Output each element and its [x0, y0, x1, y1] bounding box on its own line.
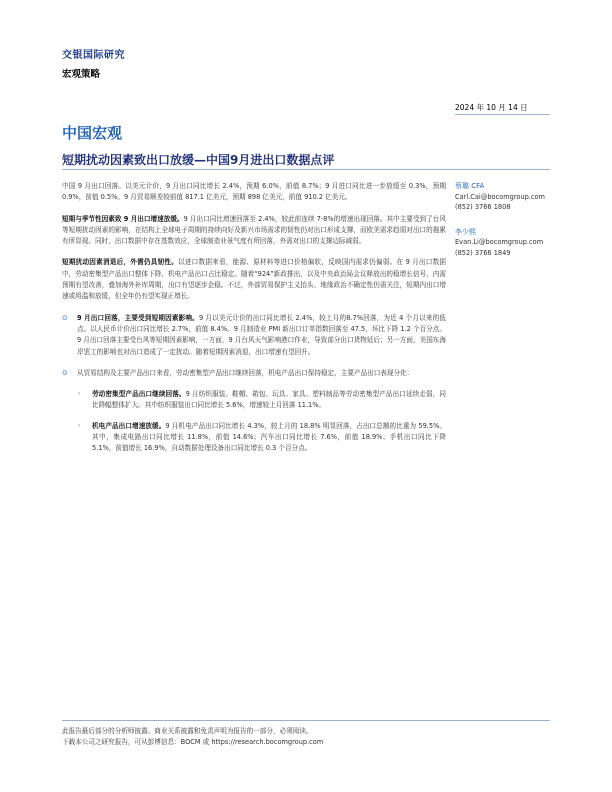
analyst-phone: (852) 3766 1808	[455, 203, 511, 211]
footer-divider	[62, 720, 550, 721]
title-divider	[62, 169, 550, 170]
paragraph-text: 9 月出口同比增速回落至 2.4%，较此前连续 7-8%的增速出现回落。其中主要受到了台风等短期扰动因素的影响，在结构上全球电子周期的持续向好及新兴市场需求的韧性仍对出口形成支撑，而欧美需求趋弱对出口的拖累有所显现。同时，出口数据中存在基数效应，全球制造业景气度有所回落，外需对出口的支撑边际减弱。	[62, 214, 446, 246]
sub-bullet-item	[62, 389, 446, 412]
bullet-item	[62, 313, 446, 358]
section-label: 中国宏观	[62, 124, 123, 142]
sub-bullet-marker-icon: ◦	[77, 421, 82, 430]
page-footer	[62, 720, 550, 748]
brand-name: 交银国际研究	[62, 50, 125, 61]
report-title: 短期扰动因素致出口放缓—中国9月进出口数据点评	[62, 153, 335, 167]
analyst-card	[455, 227, 570, 259]
analyst-card	[455, 181, 570, 213]
bullet-lead: 9 月出口回落，主要受到短期因素影响。	[77, 313, 199, 322]
analyst-name: 蔡璐 CFA	[455, 182, 485, 190]
sub-bullet-item	[62, 421, 446, 455]
paragraph-text: 中国 9 月出口回落。以美元计价，9 月出口同比增长 2.4%，预期 6.0%，前值 8.7%；9 月进口同比进一步放缓至 0.3%，预期 0.9%，前值 0.5%。9 月贸易顺差较前值 817.1 亿美元，预期 898 亿美元，前值 910.2 亿美元。	[62, 182, 446, 202]
bullet-marker-icon: ⊙	[62, 368, 68, 377]
analyst-name: 李少熙	[455, 227, 476, 236]
bullet-text: 从贸易结构及主要产品出口来看，劳动密集型产品出口继续回落，机电产品出口保持稳定，主要产品出口表现分化：	[77, 368, 414, 377]
paragraph-lead: 短期扰动因素消退后，外需仍具韧性。	[62, 258, 179, 267]
date-rule	[455, 114, 550, 115]
brand-block	[62, 46, 125, 80]
sub-bullet-text: 9 月纺织服装、鞋帽、箱包、玩具、家具、塑料制品等劳动密集型产品出口延续走弱，同比降幅整体扩大。其中纺织服装出口同比增长 5.6%，增速较上月回落 11.1%。	[92, 390, 447, 410]
footer-disclaimer: 此报告最后部分的分析师披露、商业关系披露和免责声明为报告的一部分，必须阅读。	[62, 727, 313, 735]
bullet-marker-icon: ⊙	[62, 313, 68, 322]
paragraph-summary	[62, 181, 446, 204]
sub-bullet-lead: 劳动密集型产品出口继续回落。	[92, 390, 186, 399]
bullet-text: 9 月以美元计价的出口同比增长 2.4%，较上月的8.7%回落，为近 4 个月以来的低点。以人民币计价出口同比增长 2.7%，前值 8.4%。9 月制造业 PMI 新出口订单指数回落至 47.5，环比下降 1.2 个百分点。9 月出口回落主要受台风等短期因素影响，一方面，9 月台风天气影响港口作业，导致部分出口货物延后；另一方面，美国东海岸罢工的影响也对出口造成了一定扰动。随着短期因素消退，出口增速有望回升。	[77, 313, 447, 356]
analyst-phone: (852) 3766 1849	[455, 248, 511, 257]
sub-bullet-marker-icon: ◦	[77, 390, 82, 399]
footer-download[interactable]: 下载本公司之研究报告，可从彭博信息：BOCM 或 https://research.bocomgroup.com	[62, 738, 324, 746]
main-body	[62, 181, 446, 464]
paragraph-text: 以进口数据来看，能源、原材料等进口价格偏软，反映国内需求仍偏弱。在 9 月出口数据中，劳动密集型产品出口整体下降，机电产品出口占比稳定。随着“924”新政推出，以及中央政治局会议释放出的稳增长信号，内需预期有望改善，叠加海外补库周期，出口有望逐步企稳。不过，外部贸易保护主义抬头、地缘政治不确定性仍需关注，短期内出口增速或将温和放缓，但全年仍有望实现正增长。	[62, 258, 447, 301]
analyst-sidebar	[455, 181, 570, 272]
sub-bullet-lead: 机电产品出口增速放缓。	[92, 421, 166, 430]
bullet-item	[62, 368, 446, 379]
sub-bullet-text: 9 月机电产品出口同比增长 4.3%，较上月的 18.8% 明显回落，占出口总额的比重为 59.5%。其中，集成电路出口同比增长 11.8%，前值 14.6%；汽车出口同比增长 7.6%，前值 18.9%；手机出口同比下降 5.1%，前值增长 16.9%，自动数据处理设备出口同比增长 0.3 个百分点。	[92, 421, 446, 453]
report-series: 宏观策略	[62, 69, 101, 80]
paragraph-lead: 短期与季节性因素致 9 月出口增速放缓。	[62, 214, 184, 223]
analyst-email[interactable]: Carl.Cai@bocomgroup.com	[455, 192, 545, 201]
paragraph-outlook	[62, 257, 446, 302]
paragraph-short-term	[62, 214, 446, 248]
report-date: 2024 年 10 月 14 日	[455, 103, 528, 112]
analyst-email[interactable]: Evan.Li@bocomgroup.com	[455, 238, 544, 246]
